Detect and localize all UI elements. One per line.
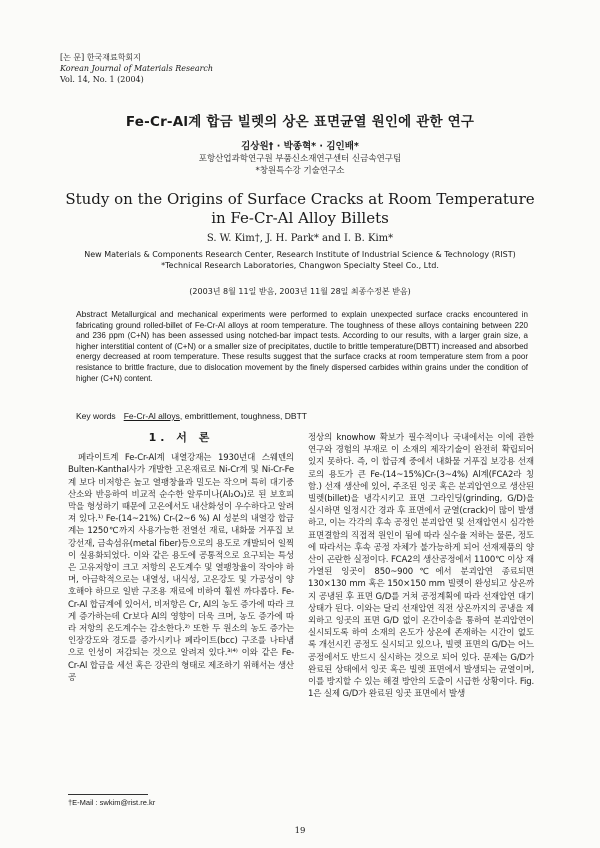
right-column [308, 432, 534, 700]
abstract-text: Metallurgical and mechanical experiments were performed to explain unexpected surface cracks encountered in fabricating ground rolled-billet of Fe-Cr-Al alloys at room temperature. The toughness of these alloys containing between 220 and 236 ppm (C+N) has been assessed using notched-bar impact tests. According to our results, with a larger grain size, a higher interstitial content of (C+N) or a smaller size of precipitates, ductile to brittle temperature(DBTT) increased and absorbed energy decreased at room temperature. These results suggest that the surface cracks at room temperature stem from a poor resistance to brittle fracture, due to dislocation movement by the finely dispersed carbides within grains under the condition of higher (C+N) content. [76, 310, 528, 383]
english-affiliations [0, 249, 600, 271]
korean-affiliation-2: *창원특수강 기술연구소 [255, 166, 345, 176]
korean-affiliations [0, 153, 600, 177]
english-authors: S. W. Kim†, J. H. Park* and I. B. Kim* [206, 233, 394, 244]
korean-affiliation-1: 포항산업과학연구원 부품신소재연구센터 신금속연구팀 [198, 154, 402, 164]
footnote-rule [68, 794, 148, 795]
keyword-first: Fe-Cr-Al alloys [123, 411, 180, 421]
english-title-line2: in Fe-Cr-Al Alloy Billets [211, 209, 389, 227]
english-title-line1: Study on the Origins of Surface Cracks at Room Temperature [65, 190, 535, 208]
left-column [68, 432, 294, 684]
abstract-label: Abstract [76, 309, 108, 319]
section-heading: 1. 서 론 [148, 431, 214, 444]
journal-header-line3: Vol. 14, No. 1 (2004) [60, 75, 144, 84]
right-column-text: 정상의 knowhow 확보가 필수적이나 국내에서는 이에 관한 연구와 경험의 부재로 이 소재의 제작기술이 완전히 확립되어 있지 못하다. 즉, 이 합금계 중에서 내화물 거푸집 보강용 선재로의 용도가 큰 Fe-(14~15%)Cr-(3~4%) Al계(FCA2라 칭함.) 선재 생산에 있어, 주조된 잉곳 혹은 분괴압연으로 생산된 빌렛(billet)을 냉각시키고 표면 그라인딩(grinding, G/D)을 실시하면 일정시간 경과 후 표면에서 균열(crack)이 많이 발생하고, 이는 각각의 후속 공정인 분괴압연 및 선재압연시 심각한 표면결함의 직접적 원인이 됨에 따라 실수율 저하는 물론, 정도에 따라서는 후속 공정 자체가 불가능하게 되어 선재제품의 양산이 곤란한 실정이다. FCA2의 생산공정에서 1100℃ 이상 재가열된 잉곳이 850~900℃에서 분괴압연 종료되면 130×130 mm 혹은 150×150 mm 빌렛이 완성되고 상온까지 공냉된 후 표면 G/D를 거쳐 공정계획에 따라 선재압연 대기상태가 된다. 이와는 달리 선재압연 직전 상온까지의 공냉을 제외하고 잉곳의 표면 G/D 없이 온간이송을 통하여 분괴압연이 실시되도록 하여 소재의 온도가 상온에 존재하는 시간이 없도록 개선시킨 공정도 실시되고 있으나, 빌렛 표면의 G/D는 어느 공정에서도 반드시 실시하는 것으로 되어 있다. 문제는 G/D가 완료된 상태에서 잉곳 혹은 빌렛 표면에서 발생되는 균열이며, 이를 방지할 수 있는 해결 방안의 도출이 시급한 상황이다. Fig. 1은 실제 G/D가 완료된 잉곳 표면에서 발생 [308, 433, 534, 700]
journal-header-line2: Korean Journal of Materials Research [60, 64, 214, 73]
keywords-label: Key words [76, 411, 116, 421]
keywords-rest: , embrittlement, toughness, DBTT [179, 411, 307, 421]
english-title [0, 190, 600, 228]
korean-title: Fe-Cr-Al계 합금 빌렛의 상온 표면균열 원인에 관한 연구 [125, 114, 475, 130]
keywords [76, 411, 536, 421]
english-affiliation-1: New Materials & Components Research Center, Research Institute of Industrial Science & Technology (RIST) [84, 250, 516, 259]
abstract [76, 309, 528, 384]
footnote-email: †E-Mail : swkim@rist.re.kr [68, 798, 156, 807]
korean-authors: 김상원† · 박종혁* · 김인배* [241, 141, 359, 152]
journal-header-line1: [논 문] 한국재료학회지 [60, 53, 141, 62]
page-number: 19 [294, 826, 306, 836]
received-dates: (2003년 8월 11일 받음, 2003년 11월 28일 최종수정본 받음) [189, 287, 411, 296]
journal-header [60, 52, 213, 85]
english-affiliation-2: *Technical Research Laboratories, Changwon Specialty Steel Co., Ltd. [161, 261, 439, 270]
left-column-text: 페라이트계 Fe-Cr-Al계 내열강재는 1930년대 스웨덴의 Bulten-Kanthal사가 개발한 고온재료로 Ni-Cr계 및 Ni-Cr-Fe계 보다 비저항은 높고 열팽창율과 밀도는 작으며 특히 대기중 산소와 반응하여 비교적 순수한 알루미나(Al₂O₃)로 된 보호피막을 형성하기 때문에 고온에서도 내산화성이 우수하다고 알려져 있다.¹⁾ Fe-(14~21%) Cr-(2~6 %) Al 성분의 내열강 합금계는 1250℃까지 사용가능한 전열선 재료, 내화물 거푸집 보강선재, 금속섬유(metal fiber)등으로의 용도로 개발되어 일찍이 실용화되었다. 이와 같은 용도에 공통적으로 요구되는 특성은 고유저항이 크고 저항의 온도계수 및 열팽창율이 작아야 하며, 아금학적으로는 내열성, 내식성, 고온강도 및 가공성이 양호해야 하므로 일반 구조용 재료에 비하여 훨씬 까다롭다. Fe-Cr-Al 합금계에 있어서, 비저항은 Cr, Al의 농도 증가에 따라 크게 증가하는데 Cr보다 Al의 영향이 더욱 크며, 농도 증가에 따라 저항의 온도계수는 감소한다.²⁾ 또한 두 원소의 농도 증가는 인장강도와 경도를 증가시키나 페라이트(bcc) 구조를 나타냄으로 인성이 저감되는 것으로 알려져 있다.³⁾⁴⁾ 이와 같은 Fe-Cr-Al 합금을 세선 혹은 강관의 형태로 제조하기 위해서는 생산 공 [68, 453, 294, 683]
